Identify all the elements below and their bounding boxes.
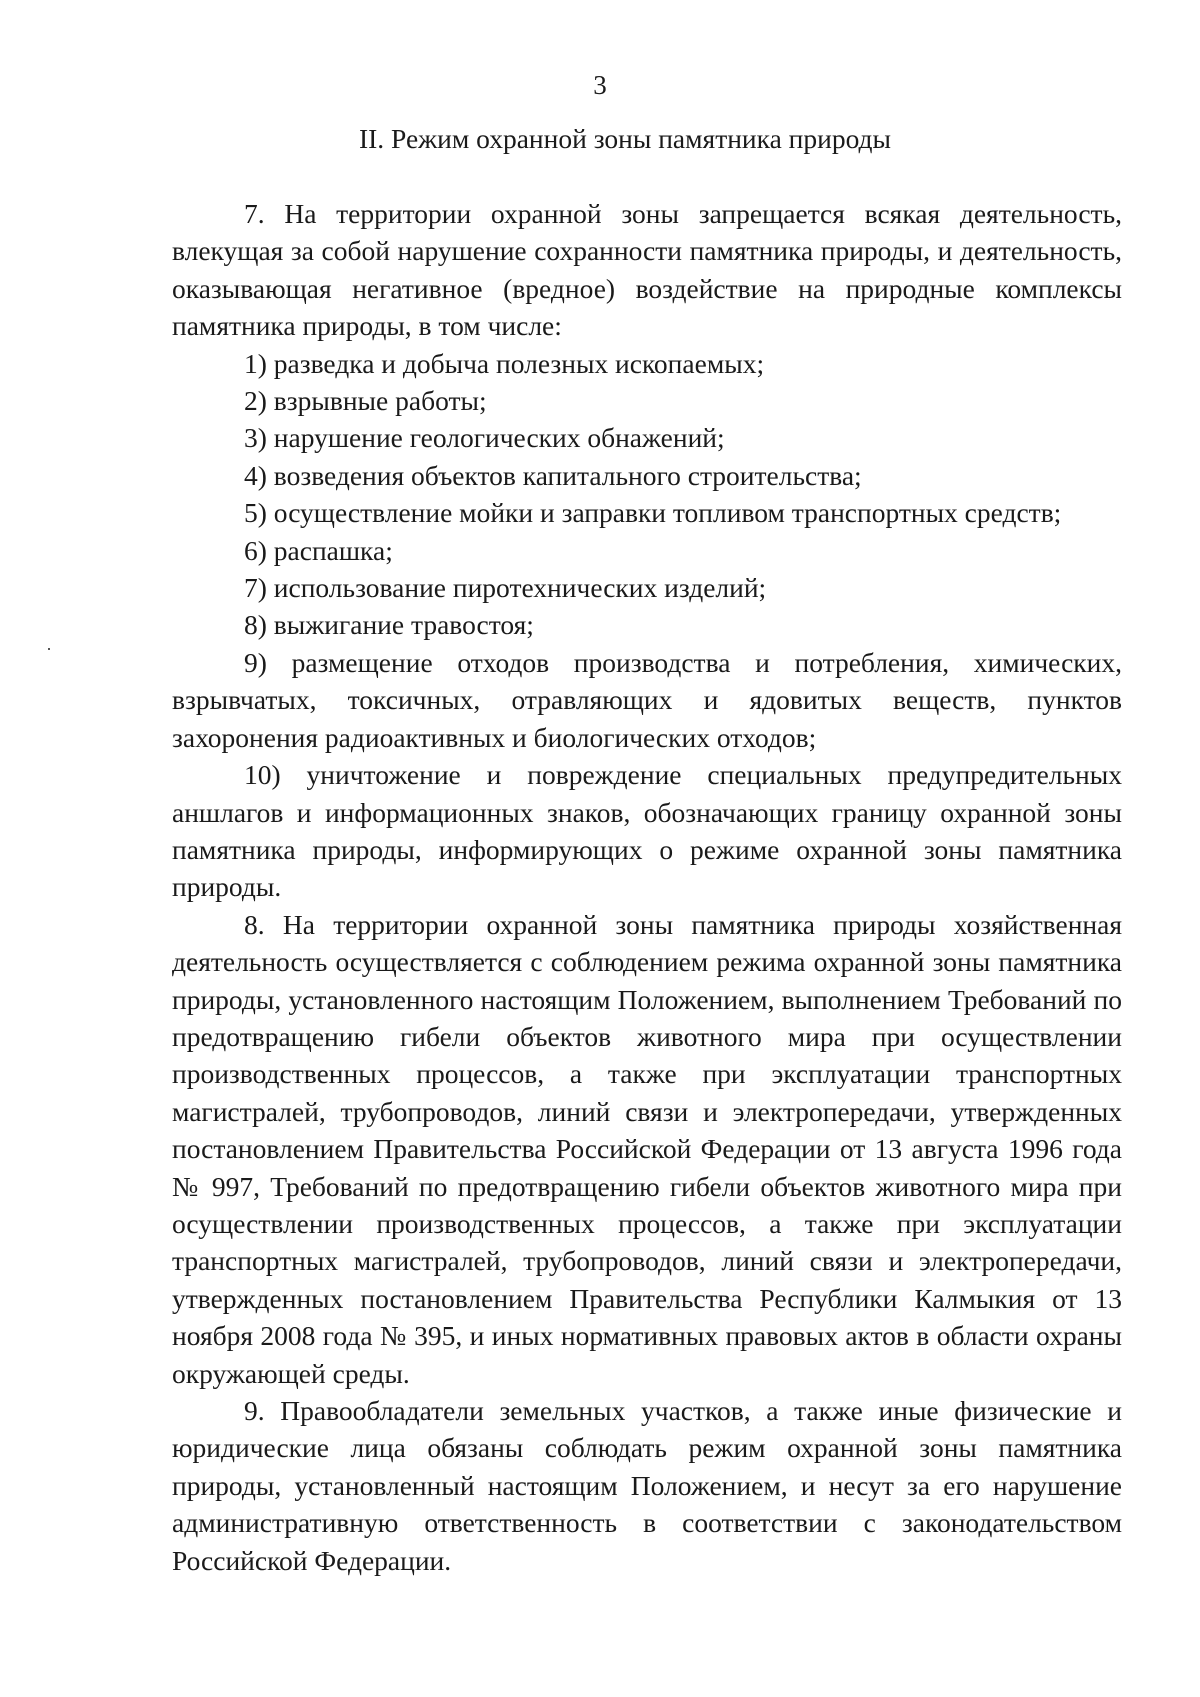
paragraph-8: 8. На территории охранной зоны памятника природы хозяйственная деятельность осуществляется с соблюдением режима охранной зоны памятника природы, установленного настоящим Положением, выполнением Требований по предотвращению гибели объектов животного мира при осуществлении производственных процессов, а также при эксплуатации транспортных магистралей, трубопроводов, линий связи и электропередачи, утвержденных постановлением Правительства Российской Федерации от 13 августа 1996 года № 997, Требований по предотвращению гибели объектов животного мира при осуществлении производственных процессов, а также при эксплуатации транспортных магистралей, трубопроводов, линий связи и электропередачи, утвержденных постановлением Правительства Республики Калмыкия от 13 ноября 2008 года № 395, и иных нормативных правовых актов в области охраны окружающей среды. <box>172 908 1122 1389</box>
paragraph-9: 9. Правообладатели земельных участков, а также иные физические и юридические лица обязаны соблюдать режим охранной зоны памятника природы, установленный настоящим Положением, и несут за его нарушение административную ответственность в соответствии с законодательством Российской Федерации. <box>172 1395 1122 1576</box>
list-item-6: 6) распашка; <box>244 534 393 566</box>
section-title: II. Режим охранной зоны памятника природы <box>358 123 892 154</box>
paragraph-7: 7. На территории охранной зоны запрещается всякая деятельность, влекущая за собой нарушение сохранности памятника природы, и деятельность, оказывающая негативное (вредное) воздействие на природные комплексы памятника природы, в том числе: <box>172 198 1122 342</box>
list-item-8: 8) выжигание травостоя; <box>244 609 534 641</box>
scan-speck <box>48 648 50 650</box>
list-item-4: 4) возведения объектов капитального строительства; <box>244 459 862 491</box>
list-item-5: 5) осуществление мойки и заправки топливом транспортных средств; <box>244 497 1062 529</box>
page-number: 3 <box>593 70 607 100</box>
list-item-1: 1) разведка и добыча полезных ископаемых; <box>244 347 765 379</box>
list-item-2: 2) взрывные работы; <box>244 385 487 417</box>
list-item-3: 3) нарушение геологических обнажений; <box>244 422 725 454</box>
list-item-7: 7) использование пиротехнических изделий; <box>244 572 767 604</box>
document-body <box>172 195 1122 1579</box>
list-item-10: 10) уничтожение и повреждение специальных предупредительных аншлагов и информационных знаков, обозначающих границу охранной зоны памятника природы, информирующих о режиме охранной зоны памятника природы. <box>172 759 1122 903</box>
list-item-9: 9) размещение отходов производства и потребления, химических, взрывчатых, токсичных, отравляющих и ядовитых веществ, пунктов захоронения радиоактивных и биологических отходов; <box>172 646 1122 753</box>
